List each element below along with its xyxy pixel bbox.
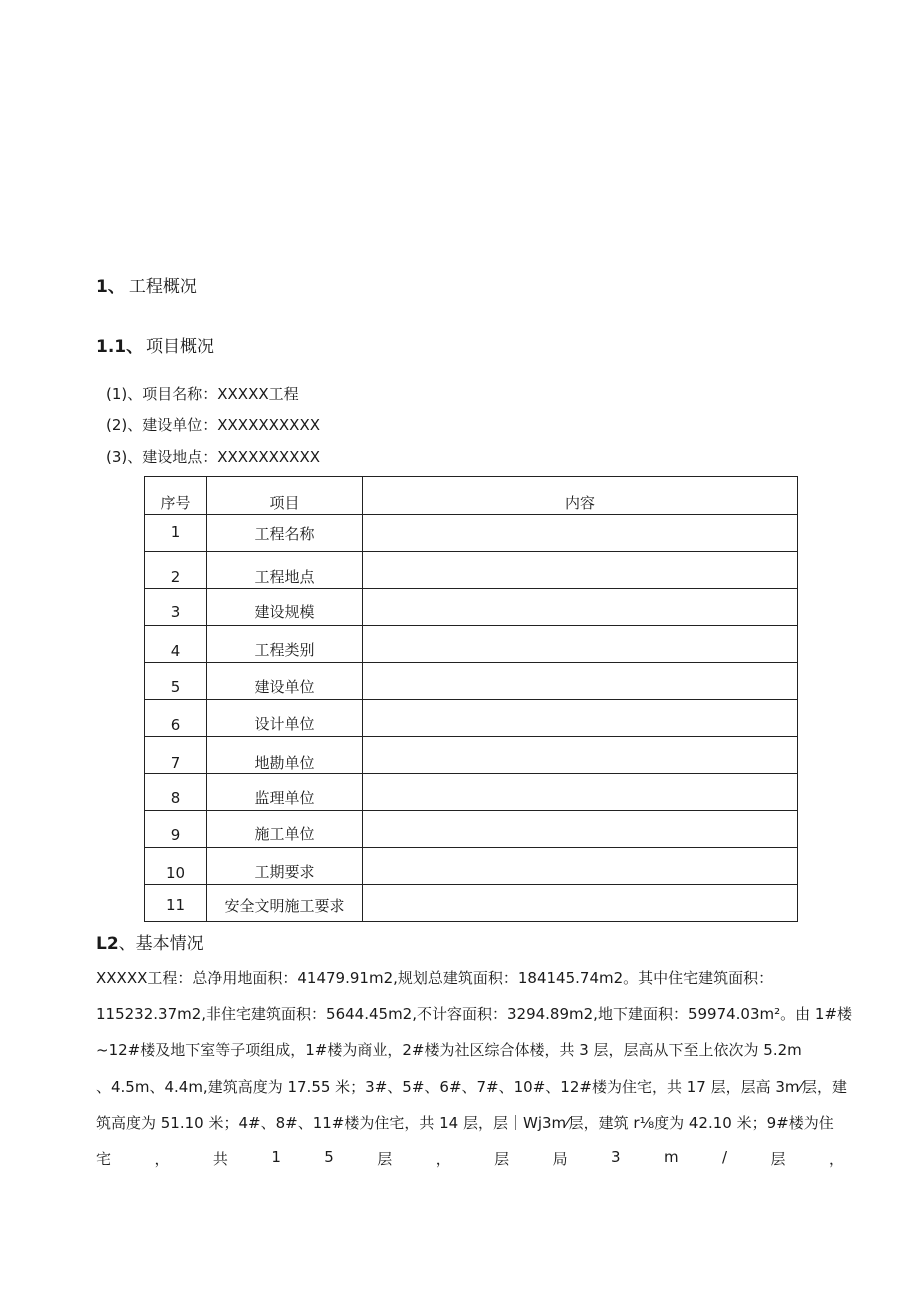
table-header-row [145,477,798,515]
table-row [145,626,798,663]
paragraph-line: 115232.37m2,非住宅建筑面积：5644.45m2,不计容面积：3294.89m2,地下建面积：59974.03m²。由 1#楼 [96,1005,853,1023]
table-row [145,848,798,885]
row-item: 设计单位 [254,715,315,733]
row-item: 工程地点 [254,568,315,586]
project-overview-table [144,476,798,922]
paragraph-line: 、4.5m、4.4m,建筑高度为 17.55 米；3#、5#、6#、7#、10#、12#楼为住宅，共 17 层，层高 3m⁄层，建 [96,1078,847,1096]
row-item: 监理单位 [254,789,315,807]
section-title: 、基本情况 [118,934,204,954]
row-item: 工期要求 [254,863,315,881]
section-number: 1.1、 [96,337,144,357]
row-item: 建设单位 [254,678,315,696]
row-no: 6 [170,716,181,734]
section-title: 项目概况 [146,337,214,357]
justified-char: 局 [552,1150,568,1168]
justified-char: ， [435,1150,451,1168]
paragraph-line: 筑高度为 51.10 米；4#、8#、11#楼为住宅，共 14 层，层｜Wj3m⁄层，建筑 r⅛度为 42.10 米；9#楼为住 [96,1114,834,1132]
construction-site-line [106,446,320,467]
row-item: 安全文明施工要求 [224,897,345,915]
info-label: (1)、项目名称： [106,385,218,403]
paragraph-last-line [96,1148,844,1169]
row-no: 1 [170,523,181,541]
table-row [145,700,798,737]
row-no: 3 [170,603,181,621]
justified-char: m [663,1148,679,1166]
section-1-2-heading [96,929,204,954]
row-no: 4 [170,642,181,660]
justified-char: ， [828,1150,844,1168]
project-name-line [106,383,299,404]
table-row [145,774,798,811]
row-no: 8 [170,789,181,807]
justified-char: 层 [377,1150,393,1168]
section-1-1-heading [96,332,214,357]
row-item: 工程名称 [254,525,315,543]
table-row [145,515,798,552]
info-label: (2)、建设单位： [106,416,218,434]
row-no: 10 [165,864,186,882]
row-no: 9 [170,826,181,844]
table-row [145,811,798,848]
justified-char: 宅 [96,1150,112,1168]
section-number: 1、 [96,277,125,297]
justified-char: 5 [324,1148,334,1166]
info-value: XXXXXXXXXX [217,448,321,466]
info-value: XXXXX工程 [217,385,299,403]
row-no: 2 [170,568,181,586]
row-no: 7 [170,754,181,772]
section-title: 工程概况 [128,277,197,297]
justified-char: ， [154,1150,170,1168]
justified-char: 层 [494,1150,510,1168]
construction-unit-line [106,414,320,435]
table-row [145,885,798,922]
table-row [145,663,798,700]
header-content: 内容 [564,494,595,512]
header-item: 项目 [269,494,300,512]
row-no: 5 [170,678,181,696]
justified-char: 层 [770,1150,786,1168]
header-no: 序号 [160,494,191,512]
row-item: 地勘单位 [254,754,315,772]
justified-char: 3 [611,1148,621,1166]
paragraph-line: ~12#楼及地下室等子项组成，1#楼为商业，2#楼为社区综合体楼，共 3 层，层高从下至上依次为 5.2m [96,1041,802,1059]
section-number: L2 [96,934,119,954]
table-row [145,737,798,774]
row-no: 11 [165,896,186,914]
section-1-heading [96,272,197,297]
paragraph-line: XXXXX工程：总净用地面积：41479.91m2,规划总建筑面积：184145.74m2。其中住宅建筑面积： [96,969,774,987]
table-row [145,589,798,626]
row-item: 建设规模 [254,603,315,621]
row-item: 工程类别 [254,641,315,659]
justified-char: 1 [271,1148,281,1166]
info-value: XXXXXXXXXX [217,416,321,434]
table-row [145,552,798,589]
info-label: (3)、建设地点： [106,448,218,466]
row-item: 施工单位 [254,825,315,843]
justified-char: 共 [212,1150,228,1168]
justified-char: / [722,1148,728,1166]
